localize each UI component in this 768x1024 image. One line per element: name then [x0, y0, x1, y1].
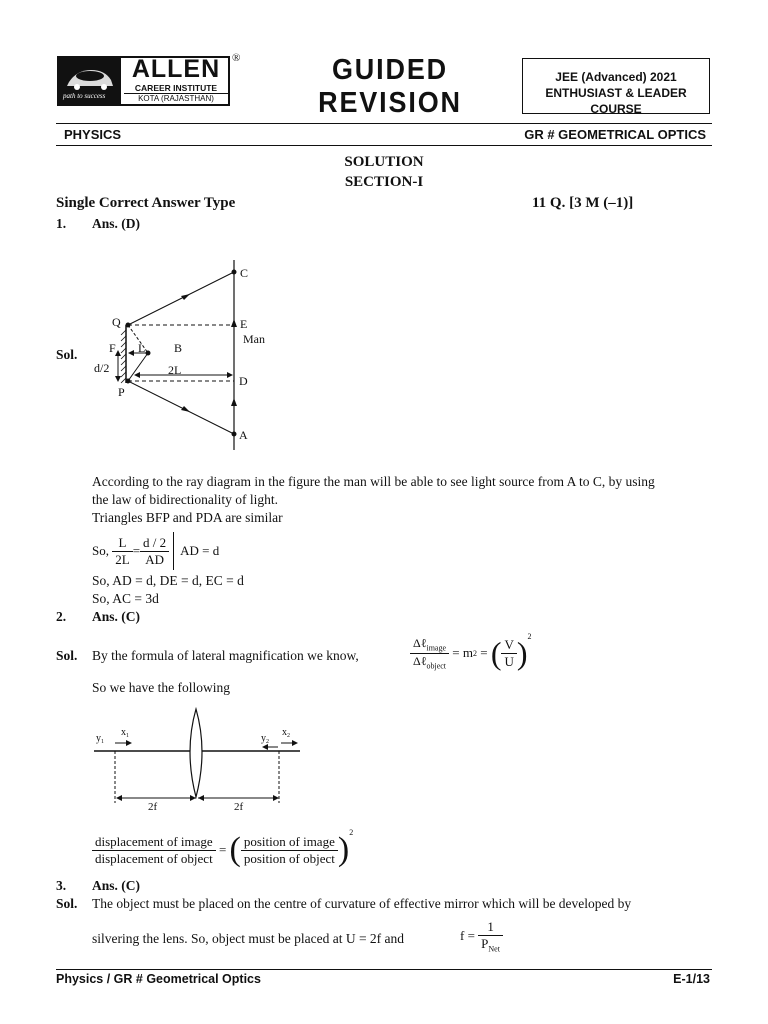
label-d2: d/2 [94, 361, 110, 375]
displacement-ratio-eq: $\frac{\text{displacement of image}}{\text{displacement of object}}$ = ( $\frac{\text{position of image}}{\text{position of object}}$ ) $^2$ [92, 828, 353, 872]
q2-answer: Ans. (C) [92, 609, 141, 624]
q3-number: 3. [56, 878, 67, 893]
label-man: Man [243, 332, 265, 346]
q3-text2: silvering the lens. So, object must be placed at U = 2f and [92, 931, 405, 946]
eq2-sign: = [480, 645, 488, 660]
header-rule-top [56, 123, 712, 124]
q1-text3: Triangles BFP and PDA are similar [92, 510, 283, 525]
label-2f-right: 2f [234, 801, 244, 813]
course-line1: JEE (Advanced) 2021 [555, 70, 677, 84]
title-line1: GUIDED [331, 54, 449, 86]
allen-logo [57, 56, 230, 106]
label-2l: 2L [168, 363, 182, 377]
label-x2: $x_2$ [282, 727, 290, 739]
label-e: E [240, 317, 248, 331]
q2-text1: By the formula of lateral magnification we know, [92, 648, 359, 663]
label-d: D [239, 374, 248, 388]
m-square: 2 [472, 648, 477, 658]
section-heading: SECTION-I [344, 174, 424, 190]
footer-rule [56, 969, 712, 970]
q2-text2: So we have the following [92, 680, 230, 695]
frac-displacement: $\frac{\text{displacement of image}}{\text{displacement of object}}$ [92, 834, 216, 867]
footer-left: Physics / GR # Geometrical Optics [56, 972, 261, 986]
label-l: L [138, 341, 146, 355]
eq3-sign: = [218, 842, 227, 857]
q1-similarity-eq [92, 531, 219, 571]
lens-diagram [88, 705, 308, 815]
point-p [126, 379, 131, 384]
q1-answer: Ans. (D) [92, 216, 141, 231]
frac-v-u: $\frac{V}{U}$ [501, 637, 516, 670]
label-x1: $x_1$ [121, 727, 129, 739]
course-line2: ENTHUSIAST & LEADER COURSE [545, 86, 687, 116]
q1-number: 1. [56, 216, 67, 231]
label-y2: $y_2$ [261, 733, 269, 745]
logo-sub1: CAREER INSTITUTE [134, 83, 218, 93]
label-f: F [109, 341, 116, 355]
q2-number: 2. [56, 609, 67, 624]
q3-answer: Ans. (C) [92, 878, 141, 893]
solution-heading: SOLUTION [344, 154, 424, 170]
logo-emblem [59, 58, 121, 104]
so-label: So, [92, 543, 109, 558]
label-p: P [118, 385, 125, 399]
ad-eq: AD = d [180, 543, 220, 558]
q1-text1: According to the ray diagram in the figure the man will be able to see light source from A to C, by using [92, 474, 655, 489]
subject-label: PHYSICS [64, 127, 122, 142]
ray-pa [128, 381, 234, 434]
arrow-up-e [231, 319, 237, 327]
label-a: A [239, 428, 248, 442]
point-a [232, 432, 237, 437]
ray-qc [128, 272, 234, 325]
frac-delta: $\frac{\Delta\ell_{image}}{\Delta\ell_{object}}$ [410, 636, 449, 670]
label-q: Q [112, 315, 121, 329]
topic-label: GR # GEOMETRICAL OPTICS [524, 127, 706, 142]
point-b [146, 351, 151, 356]
q3-text1: The object must be placed on the centre of curvature of effective mirror which will be developed by [92, 896, 632, 911]
logo-tagline: path to success [63, 92, 106, 100]
q1-text2: the law of bidirectionality of light. [92, 492, 278, 507]
q1-line5: So, AC = 3d [92, 591, 159, 606]
eq-sign: = [132, 543, 141, 558]
guided-revision-title [297, 54, 483, 120]
q1-line4: So, AD = d, DE = d, EC = d [92, 573, 244, 588]
magnification-formula: $\frac{\Delta\ell_{image}}{\Delta\ell_{object}}$ = m 2 = ( $\frac{V}{U}$ ) $^2$ [410, 632, 532, 674]
logo-brand: ALLEN [131, 55, 221, 83]
logo-sub2: KOTA (RAJASTHAN) [124, 93, 228, 103]
label-y1: $y_1$ [96, 733, 104, 745]
answer-type: Single Correct Answer Type [56, 195, 236, 211]
focal-length-eq [460, 915, 503, 957]
label-2f-left: 2f [148, 801, 158, 813]
header-rule-bottom [56, 145, 712, 146]
point-c [232, 270, 237, 275]
frac-one-pnet: $\frac{1}{P_{Net}}$ [478, 919, 503, 954]
label-b: B [174, 341, 183, 355]
m-label: = m [452, 645, 473, 660]
frac-l-2l: $\frac{L}{2L}$ [112, 535, 132, 568]
course-box [522, 58, 710, 114]
pos-square: 2 [349, 828, 354, 837]
marks-scheme: 11 Q. [3 M (–1)] [532, 195, 634, 211]
frac-position: $\frac{\text{position of image}}{\text{position of object}}$ [241, 834, 338, 867]
q3-sol-label: Sol. [56, 896, 78, 911]
title-line2: REVISION [318, 87, 462, 119]
footer-page: E-1/13 [673, 972, 710, 986]
ray-diagram [80, 250, 310, 460]
frac-d2-ad: $\frac{d / 2}{AD}$ [140, 535, 169, 568]
label-c: C [240, 266, 249, 280]
arrow-up-d [231, 398, 237, 406]
f-eq-label: f = [460, 928, 475, 943]
registered-mark: ® [232, 52, 241, 64]
convex-lens [190, 709, 202, 797]
q2-sol-label: Sol. [56, 648, 78, 663]
vu-square: 2 [527, 632, 532, 641]
point-q [126, 323, 131, 328]
q1-sol-label: Sol. [56, 347, 78, 362]
